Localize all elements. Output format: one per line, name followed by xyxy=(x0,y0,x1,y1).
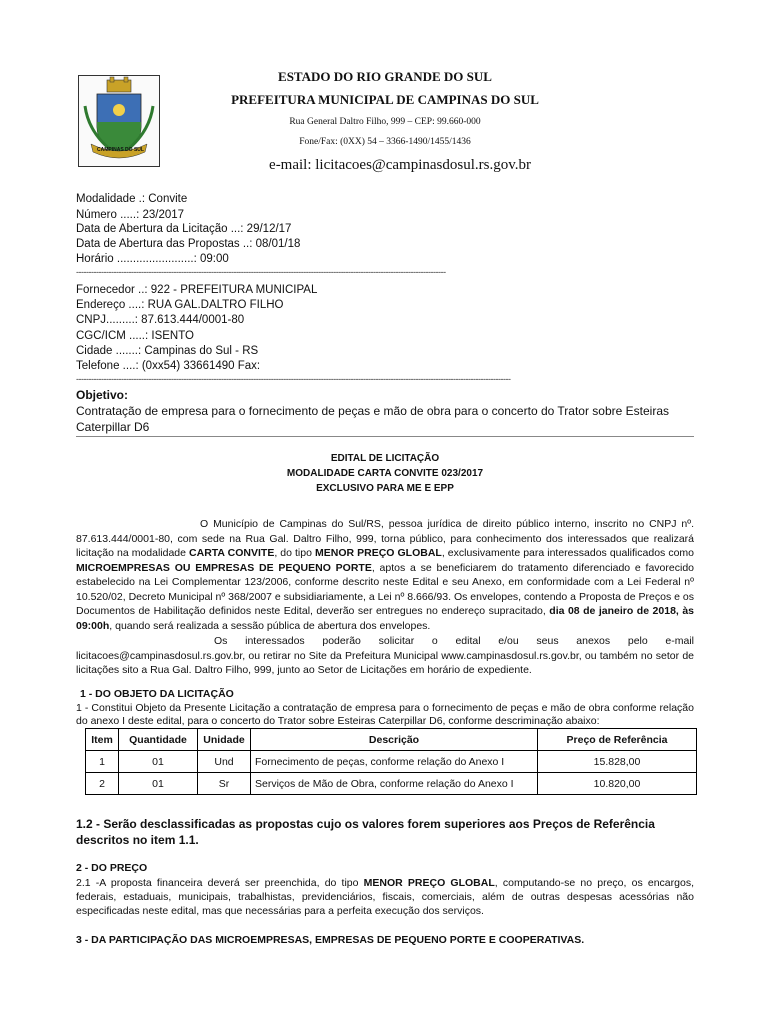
header-phone: Fone/Fax: (0XX) 54 – 3366-1490/1455/1436 xyxy=(299,137,471,147)
section1-title: 1 - DO OBJETO DA LICITAÇÃO xyxy=(80,688,234,700)
table-row xyxy=(86,773,697,795)
cell-unidade: Sr xyxy=(198,773,251,795)
detail-abertura-propostas: Data de Abertura das Propostas ..: 08/01/18 xyxy=(76,238,301,250)
detail-cgc: CGC/ICM .....: ISENTO xyxy=(76,330,194,342)
section2-text-2: , computando-se no preço, os encargos, federais, estaduais, municipais, trabalhistas, previdenciários, fiscais, comerciais, além de outras despesas acessórias não especificadas neste edital, mas que necessárias para a perfeita execução dos serviços. xyxy=(76,877,694,917)
edital-title: EDITAL DE LICITAÇÃO xyxy=(330,453,440,464)
section2-text xyxy=(76,876,694,918)
detail-cnpj: CNPJ.........: 87.613.444/0001-80 xyxy=(76,314,245,326)
col-unidade: Unidade xyxy=(198,729,251,751)
intro-bold-2: MENOR PREÇO GLOBAL xyxy=(314,547,442,559)
intro-bold-1: CARTA CONVITE xyxy=(189,547,275,559)
intro-paragraph xyxy=(76,517,694,633)
cell-descricao: Serviços de Mão de Obra, conforme relação do Anexo I xyxy=(251,773,538,795)
detail-cidade: Cidade .......: Campinas do Sul - RS xyxy=(76,345,259,357)
divider xyxy=(76,436,694,437)
section2-bold-1: MENOR PREÇO GLOBAL xyxy=(363,877,495,889)
section2-text-1: 2.1 -A proposta financeira deverá ser preenchida, do tipo xyxy=(76,877,364,889)
detail-telefone: Telefone ....: (0xx54) 33661490 Fax: xyxy=(76,360,261,372)
cell-preco: 15.828,00 xyxy=(538,751,697,773)
cell-item: 2 xyxy=(86,773,119,795)
detail-horario: Horário ........................: 09:00 xyxy=(76,253,229,265)
intro-bold-3: MICROEMPRESAS OU EMPRESAS DE PEQUENO PORTE xyxy=(76,561,372,574)
items-table xyxy=(85,728,697,795)
section3-title: 3 - DA PARTICIPAÇÃO DAS MICROEMPRESAS, EMPRESAS DE PEQUENO PORTE E COOPERATIVAS. xyxy=(76,934,585,946)
col-preco: Preço de Referência xyxy=(538,729,697,751)
header-state: ESTADO DO RIO GRANDE DO SUL xyxy=(278,69,492,84)
cell-unidade: Und xyxy=(198,751,251,773)
intro-text-3: , exclusivamente para interessados qualificados como xyxy=(441,547,694,559)
cell-item: 1 xyxy=(86,751,119,773)
section1-text: 1 - Constitui Objeto da Presente Licitação a contratação de empresa para o fornecimento de peças e mão de obra conforme relação do anexo I deste edital, para o concerto do Trator sobre Esteiras Caterpillar D6, conforme descriminação abaixo: xyxy=(76,702,694,727)
dash-separator-2: ------------------------------------------------------------------------------------------------------------------------------------------------------------------------------ xyxy=(76,374,511,384)
edital-exclusivo: EXCLUSIVO PARA ME E EPP xyxy=(316,483,454,494)
intro-text-1: O Município de Campinas do Sul/RS, pessoa jurídica de direito público interno, inscrito no CNPJ nº. 87.613.444/0001-80, com sede na Rua Gal. Daltro Filho, 999, torna público, para conhecimento dos interessados que realizará licitação na modalidade xyxy=(76,518,694,559)
objetivo-title: Objetivo: xyxy=(76,388,129,402)
detail-fornecedor: Fornecedor ..: 922 - PREFEITURA MUNICIPAL xyxy=(76,284,318,296)
intro-text-5: , quando será realizada a sessão pública de abertura dos envelopes. xyxy=(109,619,431,632)
detail-abertura-licitacao: Data de Abertura da Licitação ...: 29/12/17 xyxy=(76,223,292,235)
contact-paragraph: Os interessados poderão solicitar o edital e/ou seus anexos pelo e-mail licitacoes@campinasdosul.rs.gov.br, ou retirar no Site da Prefeitura Municipal www.campinasdosul.rs.gov.br, ou também no setor de licitações sito a Rua Gal. Daltro Filho, 999, junto ao Setor de Licitações em horário de expediente. xyxy=(76,635,694,676)
crest-banner-text: CAMPINAS DO SUL xyxy=(97,147,144,153)
detail-numero: Número .....: 23/2017 xyxy=(76,209,185,221)
header-email: e-mail: licitacoes@campinasdosul.rs.gov.br xyxy=(269,157,531,173)
col-quantidade: Quantidade xyxy=(119,729,198,751)
edital-modalidade: MODALIDADE CARTA CONVITE 023/2017 xyxy=(286,468,484,479)
cell-quantidade: 01 xyxy=(119,751,198,773)
cell-preco: 10.820,00 xyxy=(538,773,697,795)
header-prefecture: PREFEITURA MUNICIPAL DE CAMPINAS DO SUL xyxy=(231,92,539,107)
section2-title: 2 - DO PREÇO xyxy=(76,862,148,874)
intro-text-4: , aptos a se beneficiarem do tratamento diferenciado e favorecido estabelecido na Lei Complementar 123/2006, conforme descrito neste Edital e seu Anexo, em conformidade com a Lei Federal nº 10.520/02, Decreto Municipal nº 368/2007 e subsidiariamente, a Lei nº 8.666/93. Os envelopes, contendo a Proposta de Preços e os Documentos de Habilitação definidos neste Edital, deverão ser entregues no endereço supracitado, xyxy=(76,561,694,617)
table-header-row xyxy=(86,729,697,751)
cell-quantidade: 01 xyxy=(119,773,198,795)
detail-endereco: Endereço ....: RUA GAL.DALTRO FILHO xyxy=(76,299,284,311)
dash-separator-1: ---------------------------------------------------------------------------------------------------------------------------------------------------- xyxy=(76,267,446,277)
col-item: Item xyxy=(86,729,119,751)
intro-bold-4: dia 08 de janeiro de 2018, às 09:00h xyxy=(76,605,694,632)
table-row xyxy=(86,751,697,773)
item-1-2: 1.2 - Serão desclassificadas as propostas cujo os valores forem superiores aos Preços de Referência descritos no item 1.1. xyxy=(76,817,655,847)
header-address: Rua General Daltro Filho, 999 – CEP: 99.660-000 xyxy=(289,117,481,127)
col-descricao: Descrição xyxy=(251,729,538,751)
objetivo-text: Contratação de empresa para o fornecimento de peças e mão de obra para o concerto do Trator sobre Esteiras Caterpillar D6 xyxy=(76,404,670,434)
detail-modalidade: Modalidade .: Convite xyxy=(76,193,188,205)
cell-descricao: Fornecimento de peças, conforme relação do Anexo I xyxy=(251,751,538,773)
intro-text-2: , do tipo xyxy=(274,547,315,559)
municipal-crest xyxy=(78,75,160,167)
